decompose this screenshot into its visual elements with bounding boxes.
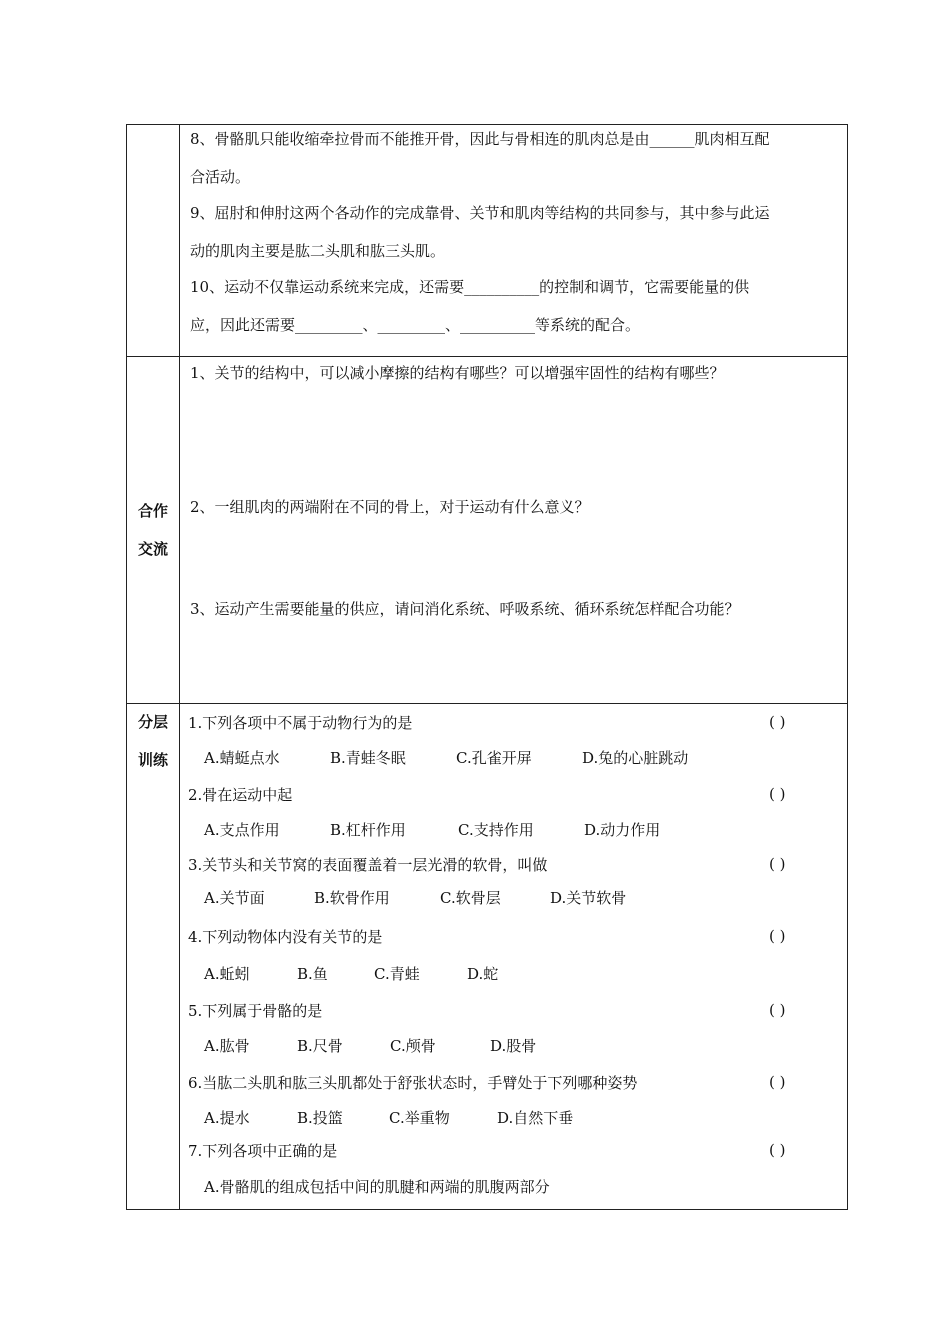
option-d[interactable]: D.关节软骨 [550,889,627,907]
q8-line2: 合活动。 [190,168,251,186]
cooperate-q3: 3、运动产生需要能量的供应，请问消化系统、呼吸系统、循环系统怎样配合功能？ [190,600,740,618]
answer-blank[interactable]: ( ) [769,927,786,945]
question-7 [180,1134,847,1166]
option-b[interactable]: B.杠杆作用 [330,821,406,839]
cooperate-q1: 1、关节的结构中，可以减小摩擦的结构有哪些？可以增强牢固性的结构有哪些？ [190,364,725,382]
option-d[interactable]: D.自然下垂 [497,1109,574,1127]
question-6 [180,1064,847,1100]
question-stem: 1.下列各项中不属于动物行为的是 [188,713,413,732]
option-d[interactable]: D.蛇 [467,965,499,983]
question-stem: 7.下列各项中正确的是 [188,1141,338,1160]
question-stem: 2.骨在运动中起 [188,785,293,804]
question-1 [180,704,847,740]
training-row [127,704,848,1210]
option-b[interactable]: B.投篮 [297,1109,343,1127]
training-label-line2: 训练 [137,751,168,769]
basics-row [127,125,848,357]
answer-blank[interactable]: ( ) [769,1001,786,1019]
question-5 [180,992,847,1028]
cooperate-label-cell [127,357,180,704]
option-c[interactable]: C.软骨层 [440,889,501,907]
question-3 [180,848,847,880]
option-b[interactable]: B.青蛙冬眠 [330,749,406,767]
option-c[interactable]: C.青蛙 [374,965,420,983]
basics-content-cell [180,125,848,357]
options-6 [180,1100,847,1134]
q10-line1: 10、运动不仅靠运动系统来完成，还需要__________的控制和调节，它需要能量的供 [190,278,750,296]
cooperate-label-line2: 交流 [137,540,168,558]
answer-blank[interactable]: ( ) [769,713,786,731]
options-3 [180,880,847,916]
cooperate-q2: 2、一组肌肉的两端附在不同的骨上，对于运动有什么意义？ [190,498,590,516]
question-stem: 6.当肱二头肌和肱三头肌都处于舒张状态时，手臂处于下列哪种姿势 [188,1073,638,1092]
option-a[interactable]: A.肱骨 [204,1037,250,1055]
question-stem: 4.下列动物体内没有关节的是 [188,927,383,946]
basics-label-cell [127,125,180,357]
q9-line2: 动的肌肉主要是肱二头肌和肱三头肌。 [190,242,446,260]
options-5 [180,1028,847,1064]
worksheet-table [126,124,848,1210]
option-a[interactable]: A.关节面 [204,889,265,907]
options-4 [180,956,847,992]
answer-blank[interactable]: ( ) [769,1141,786,1159]
training-label-cell [127,704,180,1210]
option-d[interactable]: D.动力作用 [584,821,661,839]
q10-line2: 应，因此还需要_________、_________、__________等系统的配合。 [190,316,641,334]
options-2 [180,812,847,848]
option-c[interactable]: C.孔雀开屏 [456,749,532,767]
cooperate-label-line1: 合作 [137,502,168,520]
option-a[interactable]: A.蚯蚓 [204,965,250,983]
question-stem: 5.下列属于骨骼的是 [188,1001,323,1020]
training-content-cell [180,704,848,1210]
options-1 [180,740,847,776]
question-4 [180,916,847,956]
options-7 [180,1166,847,1208]
option-c[interactable]: C.颅骨 [390,1037,436,1055]
option-b[interactable]: B.尺骨 [297,1037,343,1055]
option-a[interactable]: A.骨骼肌的组成包括中间的肌腱和两端的肌腹两部分 [204,1178,550,1196]
question-2 [180,776,847,812]
answer-blank[interactable]: ( ) [769,855,786,873]
cooperate-content-cell [180,357,848,704]
question-stem: 3.关节头和关节窝的表面覆盖着一层光滑的软骨，叫做 [188,855,548,874]
q9-line1: 9、屈肘和伸肘这两个各动作的完成靠骨、关节和肌肉等结构的共同参与，其中参与此运 [190,204,770,222]
option-a[interactable]: A.提水 [204,1109,250,1127]
option-c[interactable]: C.举重物 [389,1109,450,1127]
training-label-line1: 分层 [137,713,168,731]
answer-blank[interactable]: ( ) [769,785,786,803]
option-b[interactable]: B.软骨作用 [314,889,390,907]
option-a[interactable]: A.支点作用 [204,821,280,839]
cooperate-row [127,357,848,704]
option-b[interactable]: B.鱼 [297,965,328,983]
option-c[interactable]: C.支持作用 [458,821,534,839]
option-d[interactable]: D.兔的心脏跳动 [582,749,689,767]
option-d[interactable]: D.股骨 [490,1037,537,1055]
answer-blank[interactable]: ( ) [769,1073,786,1091]
option-a[interactable]: A.蜻蜓点水 [204,749,280,767]
q8-line1: 8、骨骼肌只能收缩牵拉骨而不能推开骨，因此与骨相连的肌肉总是由______肌肉相互配 [190,130,770,148]
